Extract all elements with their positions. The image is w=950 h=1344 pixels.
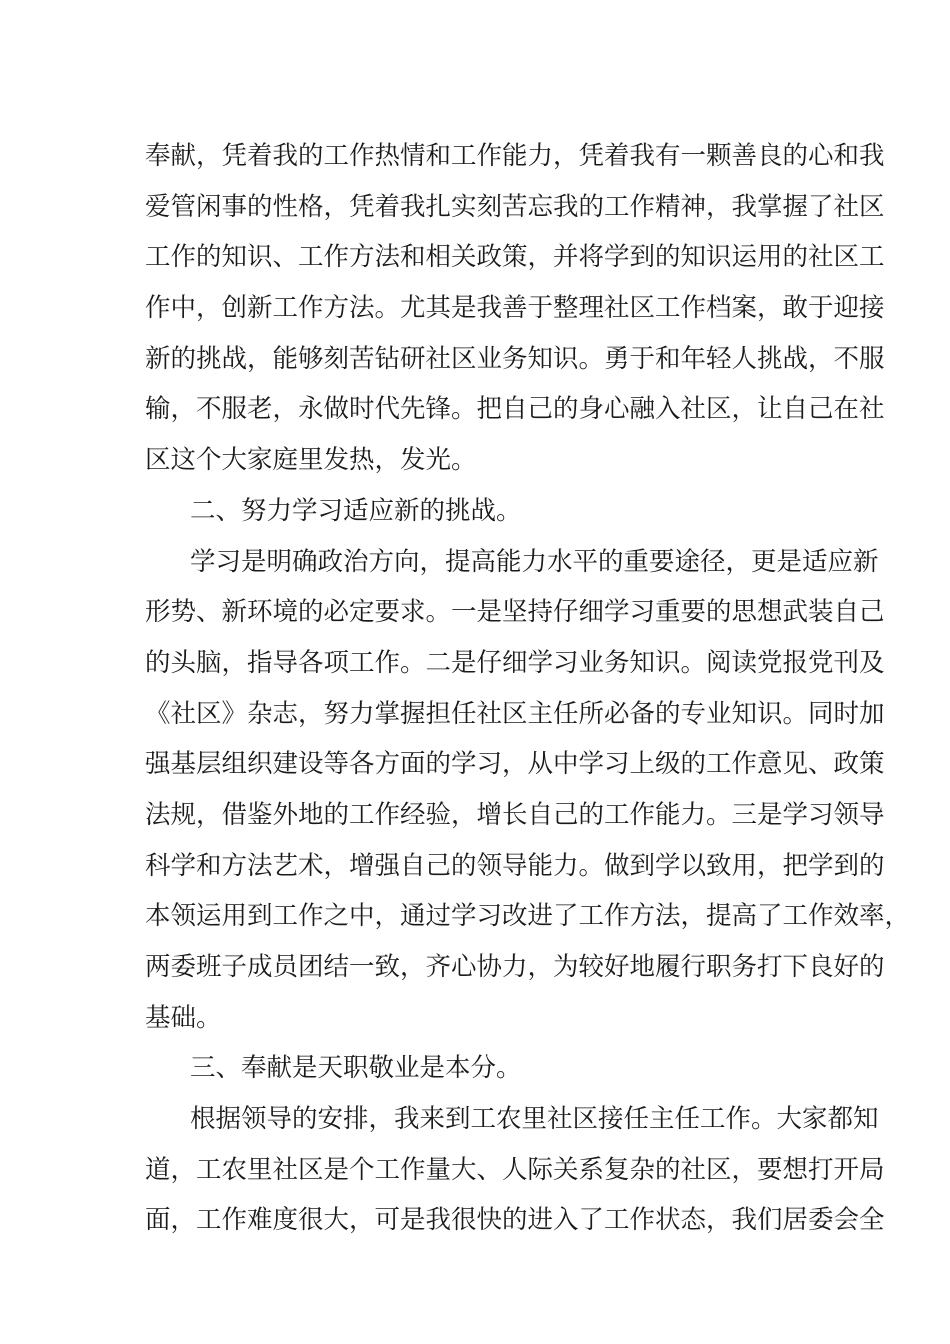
text-line-6: 输，不服老，永做时代先锋。把自己的身心融入社区，让自己在社 [145, 394, 885, 425]
text-line-13: 强基层组织建设等各方面的学习，从中学习上级的工作意见、政策 [145, 749, 885, 780]
text-line-18: 基础。 [145, 1002, 222, 1033]
text-line-15: 科学和方法艺术，增强自己的领导能力。做到学以致用，把学到的 [145, 850, 885, 881]
text-line-10: 形势、新环境的必定要求。一是坚持仔细学习重要的思想武装自己 [145, 597, 885, 628]
text-line-7: 区这个大家庭里发热，发光。 [145, 445, 477, 476]
text-line-5: 新的挑战，能够刻苦钻研社区业务知识。勇于和年轻人挑战，不服 [145, 343, 885, 374]
document-body [145, 131, 911, 1246]
text-line-3: 工作的知识、工作方法和相关政策，并将学到的知识运用的社区工 [145, 242, 885, 273]
text-line-17: 两委班子成员团结一致，齐心协力，为较好地履行职务打下良好的 [145, 952, 885, 982]
text-line-22: 面，工作难度很大，可是我很快的进入了工作状态，我们居委会全 [145, 1205, 885, 1236]
section-heading-2: 二、努力学习适应新的挑战。 [190, 495, 522, 526]
text-line-11: 的头脑，指导各项工作。二是仔细学习业务知识。阅读党报党刊及 [145, 647, 885, 678]
text-line-9: 学习是明确政治方向，提高能力水平的重要途径，更是适应新 [190, 546, 879, 577]
text-line-4: 作中，创新工作方法。尤其是我善于整理社区工作档案，敢于迎接 [145, 293, 885, 324]
text-line-2: 爱管闲事的性格，凭着我扎实刻苦忘我的工作精神，我掌握了社区 [145, 191, 885, 222]
text-line-16: 本领运用到工作之中，通过学习改进了工作方法，提高了工作效率， [145, 901, 911, 932]
text-line-20: 根据领导的安排，我来到工农里社区接任主任工作。大家都知 [190, 1104, 879, 1135]
text-line-14: 法规，借鉴外地的工作经验，增长自己的工作能力。三是学习领导 [145, 799, 885, 830]
text-line-12: 《社区》杂志，努力掌握担任社区主任所必备的专业知识。同时加 [145, 698, 885, 729]
text-line-21: 道，工农里社区是个工作量大、人际关系复杂的社区，要想打开局 [145, 1154, 885, 1185]
text-line-1: 奉献，凭着我的工作热情和工作能力，凭着我有一颗善良的心和我 [145, 141, 885, 171]
section-heading-3: 三、奉献是天职敬业是本分。 [190, 1053, 522, 1084]
